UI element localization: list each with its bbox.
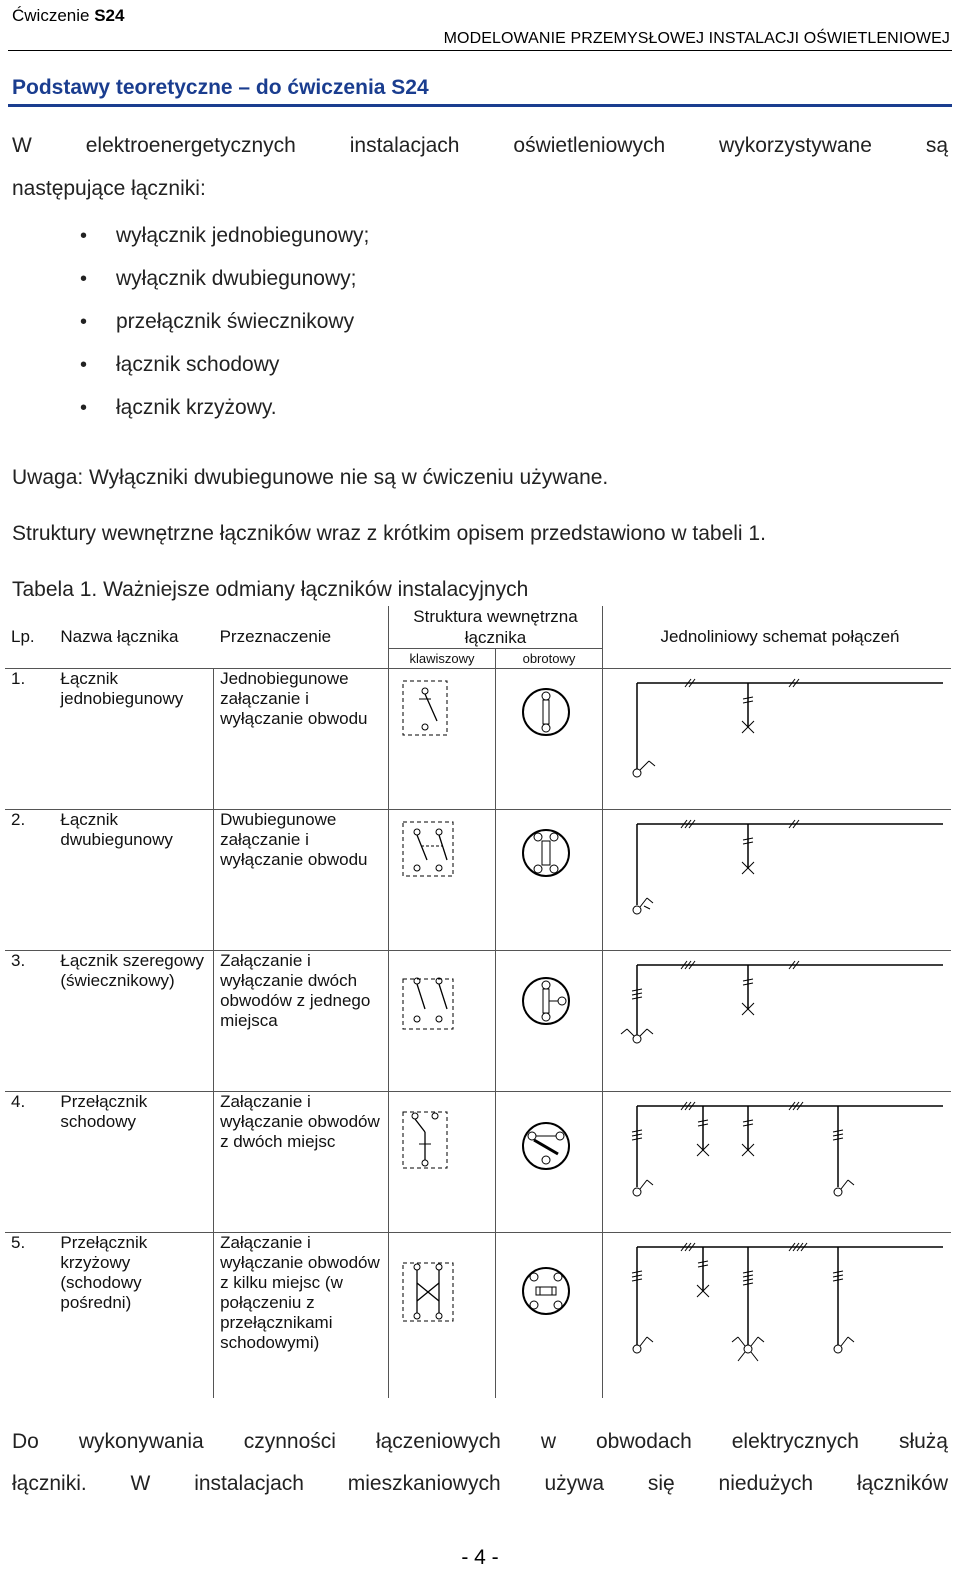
cell-key-structure: [388, 1092, 495, 1233]
list-item: • łącznik krzyżowy.: [80, 396, 369, 439]
key-switch-cross-symbol: [389, 1233, 495, 1397]
key-switch-double-symbol: [389, 810, 495, 950]
rotary-switch-single-symbol: [496, 669, 602, 809]
cell-lp: 1.: [5, 669, 54, 810]
table-row: [5, 1233, 951, 1398]
note-text: Uwaga: Wyłączniki dwubiegunowe nie są w ćwiczeniu używane.: [12, 466, 609, 489]
table-row: [5, 669, 951, 810]
rotary-switch-series-symbol: [496, 951, 602, 1091]
list-item: • wyłącznik jednobiegunowy;: [80, 224, 369, 267]
header-structure: Struktura wewnętrzna łącznika: [388, 606, 602, 649]
switch-types-list: [80, 224, 369, 439]
cell-rotary-structure: [495, 1092, 602, 1233]
cell-lp: 2.: [5, 810, 54, 951]
single-line-diagram-5: [603, 1233, 951, 1397]
key-switch-series-symbol: [389, 951, 495, 1091]
cell-rotary-structure: [495, 669, 602, 810]
cell-rotary-structure: [495, 1233, 602, 1398]
header-lp: Lp.: [11, 627, 35, 646]
cell-lp: 3.: [5, 951, 54, 1092]
cell-name: Przełącznik krzyżowy (schodowy pośredni): [54, 1233, 213, 1398]
rotary-switch-staircase-symbol: [496, 1092, 602, 1232]
document-subtitle: MODELOWANIE PRZEMYSŁOWEJ INSTALACJI OŚWIETLENIOWEJ: [443, 30, 950, 47]
cell-schema: [602, 669, 951, 810]
single-line-diagram-3: [603, 951, 951, 1091]
key-switch-single-symbol: [389, 669, 495, 809]
header-purpose: Przeznaczenie: [219, 627, 332, 646]
key-switch-staircase-symbol: [389, 1092, 495, 1232]
single-line-diagram-4: [603, 1092, 951, 1232]
switch-types-table: [5, 606, 951, 1398]
table-caption: Tabela 1. Ważniejsze odmiany łączników instalacyjnych: [12, 578, 529, 601]
list-item: • wyłącznik dwubiegunowy;: [80, 267, 369, 310]
cell-purpose: Jednobiegunowe załączanie i wyłączanie obwodu: [214, 669, 389, 810]
cell-key-structure: [388, 951, 495, 1092]
cell-rotary-structure: [495, 951, 602, 1092]
header-schema: Jednoliniowy schemat połączeń: [602, 606, 951, 669]
table-row: [5, 810, 951, 951]
list-item: • przełącznik świecznikowy: [80, 310, 369, 353]
cell-name: Łącznik szeregowy (świecznikowy): [54, 951, 213, 1092]
cell-schema: [602, 810, 951, 951]
cell-purpose: Załączanie i wyłączanie obwodów z kilku miejsc (w połączeniu z przełącznikami schodowymi): [214, 1233, 389, 1398]
cell-name: Przełącznik schodowy: [54, 1092, 213, 1233]
header-divider: [8, 50, 952, 51]
cell-schema: [602, 1092, 951, 1233]
intro-paragraph-line2: następujące łączniki:: [12, 177, 206, 200]
cell-purpose: Dwubiegunowe załączanie i wyłączanie obwodu: [214, 810, 389, 951]
cell-lp: 4.: [5, 1092, 54, 1233]
cell-key-structure: [388, 1233, 495, 1398]
cell-lp: 5.: [5, 1233, 54, 1398]
structures-text: Struktury wewnętrzne łączników wraz z krótkim opisem przedstawiono w tabeli 1.: [12, 522, 766, 545]
cell-purpose: Załączanie i wyłączanie dwóch obwodów z jednego miejsca: [214, 951, 389, 1092]
exercise-label: Ćwiczenie S24: [12, 6, 125, 25]
table-row: [5, 1092, 951, 1233]
cell-name: Łącznik dwubiegunowy: [54, 810, 213, 951]
table-row: [5, 951, 951, 1092]
intro-paragraph-line1: W elektroenergetycznych instalacjach oświetleniowych wykorzystywane są: [12, 134, 948, 157]
closing-paragraph-line2: łączniki. W instalacjach mieszkaniowych używa się niedużych łączników: [12, 1472, 948, 1495]
page-number: - 4 -: [461, 1546, 499, 1569]
cell-key-structure: [388, 810, 495, 951]
cell-schema: [602, 1233, 951, 1398]
cell-schema: [602, 951, 951, 1092]
single-line-diagram-2: [603, 810, 951, 950]
cell-key-structure: [388, 669, 495, 810]
cell-name: Łącznik jednobiegunowy: [54, 669, 213, 810]
closing-paragraph-line1: Do wykonywania czynności łączeniowych w obwodach elektrycznych służą: [12, 1430, 948, 1453]
title-underline: [8, 104, 952, 107]
cell-rotary-structure: [495, 810, 602, 951]
header-rotary-type: obrotowy: [495, 649, 602, 669]
header-name: Nazwa łącznika: [60, 627, 179, 646]
section-title: Podstawy teoretyczne – do ćwiczenia S24: [12, 76, 429, 99]
cell-purpose: Załączanie i wyłączanie obwodów z dwóch miejsc: [214, 1092, 389, 1233]
header-key-type: klawiszowy: [388, 649, 495, 669]
rotary-switch-cross-symbol: [496, 1233, 602, 1397]
list-item: • łącznik schodowy: [80, 353, 369, 396]
single-line-diagram-1: [603, 669, 951, 809]
rotary-switch-double-symbol: [496, 810, 602, 950]
